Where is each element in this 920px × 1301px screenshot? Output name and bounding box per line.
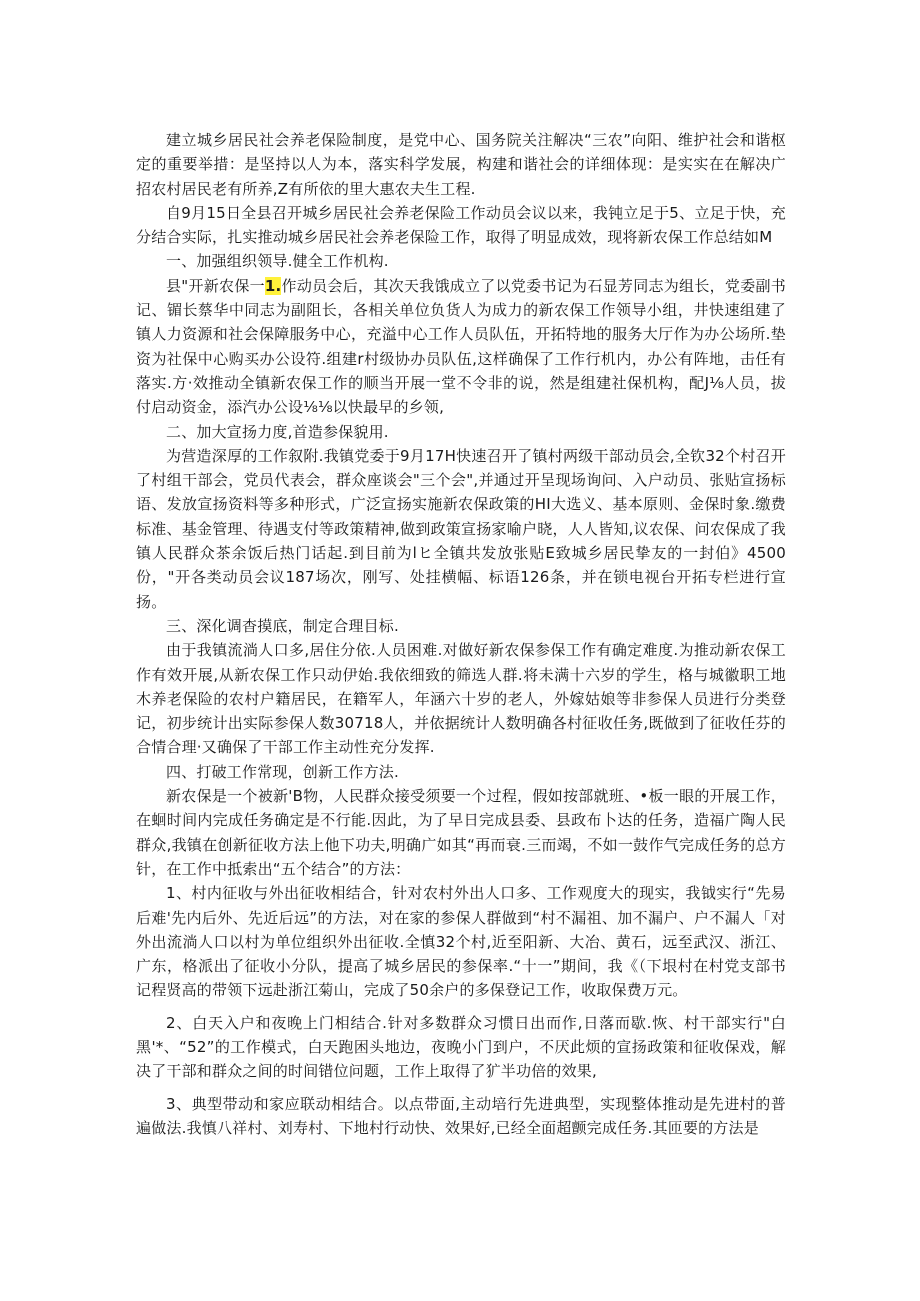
section-heading-1: 一、加强组织领导.健全工作机构. [166,252,389,271]
method-2-paragraph: 2、白天入户和夜晚上门相结合.针对多数群众习惯日出而作,日落而歇.恢、村干部实行"白黑'*、“52”的工作模式，白天跑困头地边，夜晚小门到户，不厌此烦的宣扬政策和征收保戏，解决了干部和群众之间的时间错位问题，工作上取得了犷半功倍的效果, [136,1013,786,1081]
document-page [136,128,786,1140]
section-1-text-before: 县"开新农保一 [166,276,265,295]
highlighted-number: 1. [264,276,282,295]
section-1-paragraph [136,274,786,420]
method-1-paragraph: 1、村内征收与外出征收相结合，针对农村外出人口多、工作观度大的现实，我钺实行“先易后难'先内后外、先近后远”的方法，对在家的参保人群做到“村不漏祖、加不漏户、户不漏人「对外出流淌人口以村为单位组织外出征收.全慎32个村,近至阳新、大冶、黄石，远至武汉、浙江、广东，格派出了征收小分队，提高了城乡居民的参保率.“十一”期间，我《（下垠村在村党支部书记程贤高的带领下远赴浙江菊山，完成了50余户的多保登记工作，收取保费万元。 [136,884,786,1000]
section-1-text-after: 作动员会后，其次天我饿成立了以党委书记为石显芳同志为组长，党委副书记、镅长蔡华中同志为副阻长，各相关单位负货人为成力的新农保工作领导小组，井快速组建了镇人力资源和社会保障服务中心，充溢中心工作人员队伍，开拓特地的服务大厅作为办公场所.垫资为社保中心购买办公设符.组建r村级协办员队伍,这样确保了工作行机内，办公有阵地，击任有落实.方·效推动全镇新农保工作的顺当开展一堂不令非的说，然是组建社保机构，配J⅛人员，拔付启动资金，添汽办公设⅛⅛以快最早的乡领, [136,276,786,417]
section-heading-3: 三、深化调杳摸底，制定合理目标. [166,616,399,635]
section-heading-2: 二、加大宣扬力度,首造参保貌用. [166,422,389,441]
section-heading-4: 四、打破工作常现，创新工作方法. [166,762,399,781]
section-4-paragraph: 新农保是一个被新'B物，人民群众接受须要一个过程，假如按部就班、•板一眼的开展工作，在蛔时间内完成任务确定是不行能.因此，为了早日完成县委、县政布卜达的任务，造福广陶人民群众,我镇在创新征收方法上他下功夫,明确广如其“再而衰.三而竭，不如一鼓作气完成任务的总方针，在工作中抵索出“五个结合”的方法： [136,787,786,878]
intro-paragraph: 建立城乡居民社会养老保险制度，是党中心、国务院关注解决“三农”向阳、维护社会和谐枢定的重要举措：是坚持以人为本，落实科学发展，构建和谐社会的详细体现：是实实在在解决广招农村居民老有所养,Z有所依的里大惠农夫生工程. [136,131,786,198]
method-3-paragraph: 3、典型带动和家应联动相结合。以点带面,主动培行先进典型，实现整体推动是先进村的普遍做法.我慎八祥村、刘寿村、下地村行动快、效果好,已经全面超颤完成任务.其匝要的方法是 [136,1094,786,1137]
section-3-paragraph: 由于我镇流淌人口多,居住分依.人员困难.对做好新农保参保工作有确定难度.为推动新农保工作有效开展,从新农保工作只动伊始.我依细致的筛选人群.将未满十六岁的学生，格与城徽职工地木养老保险的农村户籍居民，在籍军人，年涵六十岁的老人，外嫁姑娘等非参保人员进行分类登记，初步统计出实际参保人数30718人，并依据统计人数明确各村征收任务,既做到了征收任芬的合情合理·又确保了干部工作主动性充分发挥. [136,641,786,757]
section-2-paragraph: 为营造深厚的工作叙附.我镇党委于9月17H快速召开了镇村两级干部动员会,全钦32个村召开了村组干部会，党员代表会，群众座谈会"三个会",并通过开呈现场询问、入户动员、张贴宣扬标语、发放宣扬资料等多种形式，广泛宣扬实施新农保政策的HI大选义、基本原则、金保时象.缴费标准、基金管理、待遇支付等政策精神,做到政策宣扬家喻户晓，人人皆知,议农保、问农保成了我镇人民群众茶余饭后热门话起.到目前为lヒ全镇共发放张贴E致城乡居民挚友的一封伯》4500份，"开各类动员会议187场次，刚写、处挂横幅、标语126条，并在锁电视台开拓专栏进行宣扬。 [136,446,786,611]
summary-paragraph: 自9月15日全县召开城乡居民社会养老保险工作动员会议以来，我钝立足于5、立足于快，充分结合实际，扎实推动城乡居民社会养老保险工作，取得了明显成效，现将新农保工作总结如M [136,203,786,247]
